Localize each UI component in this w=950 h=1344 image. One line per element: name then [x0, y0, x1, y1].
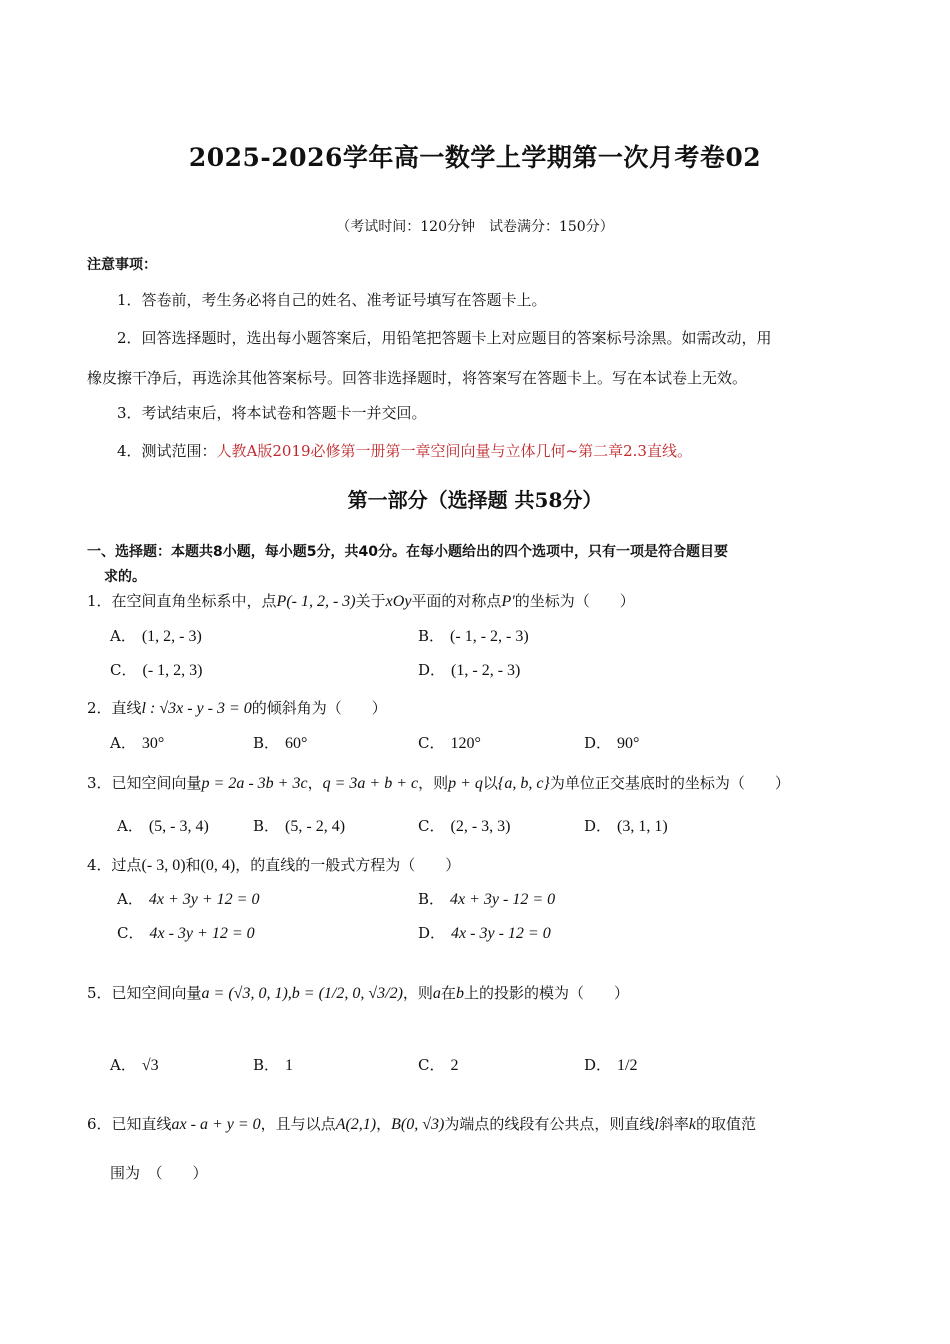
q4-option-c[interactable]: [117, 922, 255, 945]
q4-and: 和: [185, 856, 201, 874]
q4-c-value: 4x - 3y + 12 = 0: [149, 925, 255, 942]
q1-suffix: 的坐标为（ ）: [514, 592, 635, 610]
notice-item-2-line2: 橡皮擦干净后，再选涂其他答案标号。回答非选择题时，将答案写在答题卡上。写在本试卷上无效。: [87, 369, 748, 387]
q3-comma: ，: [307, 774, 323, 792]
q5-option-a[interactable]: [110, 1054, 159, 1077]
notice-item-1: 1．答卷前，考生务必将自己的姓名、准考证号填写在答题卡上。: [117, 291, 547, 309]
q1-c-label: C．: [110, 661, 137, 679]
q2-b-label: B．: [253, 734, 280, 752]
q1-b-label: B．: [418, 627, 445, 645]
q2-option-c[interactable]: [418, 732, 481, 755]
q1-point: P(- 1, 2, - 3): [276, 593, 356, 610]
q4-a-label: A．: [117, 890, 143, 908]
notice-heading: 注意事项：: [87, 257, 157, 273]
q3-c-value: (2, - 3, 3): [450, 818, 511, 835]
q1-plane: xOy: [385, 593, 412, 610]
notice-item-3: 3．考试结束后，将本试卷和答题卡一并交回。: [117, 404, 427, 422]
q4-suffix: ，的直线的一般式方程为（ ）: [235, 856, 461, 874]
page-title: 2025-2026学年高一数学上学期第一次月考卷02: [188, 143, 762, 172]
q4-d-label: D．: [418, 924, 446, 942]
q3-mid: ，则: [418, 774, 449, 792]
q1-mid2: 平面的对称点: [411, 592, 502, 610]
q6-mid: ，且与以点: [260, 1115, 336, 1133]
q2-prefix: 2．直线: [87, 699, 142, 717]
q6-point-a: A(2,1): [335, 1116, 377, 1133]
q3-a-label: A．: [117, 817, 143, 835]
q4-b-label: B．: [418, 890, 445, 908]
q5-mid: ，则: [402, 984, 433, 1002]
q5-vector-a: a = (√3, 0, 1),: [201, 985, 292, 1002]
q6-point-b: B(0, √3): [391, 1116, 445, 1133]
q2-a-label: A．: [110, 734, 136, 752]
q6-k: k: [688, 1116, 696, 1133]
q1-mid: 关于: [355, 592, 386, 610]
q5-c-label: C．: [418, 1056, 445, 1074]
q2-b-value: 60°: [285, 735, 308, 752]
q3-basis: {a, b, c}: [497, 775, 550, 792]
q5-vector-b: b = (1/2, 0, √3/2): [291, 985, 403, 1002]
q5-a: a: [432, 985, 441, 1002]
q3-prefix: 3．已知空间向量: [87, 774, 202, 792]
q5-option-b[interactable]: [253, 1054, 293, 1077]
q1-a-label: A．: [110, 627, 136, 645]
q5-b-label: B．: [253, 1056, 280, 1074]
q5-a-label: A．: [110, 1056, 136, 1074]
q5-option-d[interactable]: [584, 1054, 637, 1077]
q1-b-value: (- 1, - 2, - 3): [450, 628, 529, 645]
q5-b-value: 1: [285, 1057, 294, 1074]
q6-suffix: 的取值范: [695, 1115, 756, 1133]
q3-option-b[interactable]: [253, 815, 345, 838]
q3-a-value: (5, - 3, 4): [148, 818, 209, 835]
q2-option-d[interactable]: [584, 732, 639, 755]
q5-b: b: [455, 985, 464, 1002]
q3-suffix: 为单位正交基底时的坐标为（ ）: [549, 774, 790, 792]
q4-option-b[interactable]: [418, 888, 555, 911]
q3-d-label: D．: [584, 817, 612, 835]
q5-prefix: 5．已知空间向量: [87, 984, 202, 1002]
question-3: [87, 772, 790, 795]
q1-pprime: P′: [501, 593, 515, 610]
q2-c-label: C．: [418, 734, 445, 752]
q1-option-a[interactable]: [110, 625, 202, 648]
q3-b-label: B．: [253, 817, 280, 835]
q5-a-value: √3: [141, 1057, 159, 1074]
q3-option-a[interactable]: [117, 815, 209, 838]
test-range: 人教A版2019必修第一册第一章空间向量与立体几何~第二章2.3直线。: [216, 442, 692, 460]
q3-option-c[interactable]: [418, 815, 510, 838]
q4-d-value: 4x - 3y - 12 = 0: [451, 925, 551, 942]
part-heading-line2: 求的。: [104, 569, 146, 585]
q3-p: p = 2a - 3b + 3c: [201, 775, 308, 792]
q3-b-value: (5, - 2, 4): [285, 818, 346, 835]
q3-c-label: C．: [418, 817, 445, 835]
q2-d-label: D．: [584, 734, 612, 752]
q6-mid3: 斜率: [658, 1115, 689, 1133]
q4-point-2: (0, 4): [200, 857, 236, 874]
q6-l: l: [654, 1116, 659, 1133]
q4-prefix: 4．过点: [87, 856, 142, 874]
q6-prefix: 6．已知直线: [87, 1115, 172, 1133]
question-6: [87, 1113, 756, 1136]
q3-pq: p + q: [448, 775, 483, 792]
q1-d-label: D．: [418, 661, 446, 679]
q5-d-value: 1/2: [617, 1057, 638, 1074]
q1-d-value: (1, - 2, - 3): [451, 662, 521, 679]
q5-d-label: D．: [584, 1056, 612, 1074]
question-1: [87, 590, 635, 613]
q4-b-value: 4x + 3y - 12 = 0: [450, 891, 556, 908]
notice-item-4-prefix: 4．测试范围：: [117, 442, 217, 460]
q6-line: ax - a + y = 0: [171, 1116, 261, 1133]
q3-q: q = 3a + b + c: [322, 775, 419, 792]
q2-suffix: 的倾斜角为（ ）: [251, 699, 387, 717]
q4-option-d[interactable]: [418, 922, 551, 945]
q5-in: 在: [440, 984, 456, 1002]
q5-suffix: 上的投影的模为（ ）: [463, 984, 629, 1002]
q1-c-value: (- 1, 2, 3): [142, 662, 203, 679]
question-2: [87, 697, 387, 720]
q1-option-d[interactable]: [418, 659, 520, 682]
part-heading-line1: 一、选择题：本题共8小题，每小题5分，共40分。在每小题给出的四个选项中，只有一项是符合题目要: [87, 544, 728, 560]
q4-point-1: (- 3, 0): [141, 857, 186, 874]
q5-c-value: 2: [450, 1057, 459, 1074]
question-4: [87, 854, 460, 877]
q1-option-b[interactable]: [418, 625, 529, 648]
q3-mid2: 以: [482, 774, 498, 792]
q3-option-d[interactable]: [584, 815, 668, 838]
q2-line: l : √3x - y - 3 = 0: [141, 700, 252, 717]
q2-option-a[interactable]: [110, 732, 164, 755]
q4-a-value: 4x + 3y + 12 = 0: [148, 891, 260, 908]
section-title: 第一部分（选择题 共58分）: [347, 488, 603, 512]
question-6-line2: 围为 （ ）: [110, 1164, 208, 1182]
q3-d-value: (3, 1, 1): [617, 818, 668, 835]
q2-a-value: 30°: [141, 735, 165, 752]
question-5: [87, 982, 629, 1005]
q1-a-value: (1, 2, - 3): [141, 628, 202, 645]
notice-item-4: [117, 440, 692, 462]
q2-c-value: 120°: [450, 735, 481, 752]
q4-c-label: C．: [117, 924, 144, 942]
exam-info: （考试时间：120分钟 试卷满分：150分）: [336, 219, 614, 235]
q5-option-c[interactable]: [418, 1054, 458, 1077]
q1-option-c[interactable]: [110, 659, 202, 682]
q1-prefix: 1．在空间直角坐标系中，点: [87, 592, 277, 610]
notice-item-2-line1: 2．回答选择题时，选出每小题答案后，用铅笔把答题卡上对应题目的答案标号涂黑。如需改动，用: [117, 329, 772, 347]
q4-option-a[interactable]: [117, 888, 259, 911]
q6-mid2: 为端点的线段有公共点，则直线: [444, 1115, 655, 1133]
q6-comma: ，: [376, 1115, 392, 1133]
q2-option-b[interactable]: [253, 732, 307, 755]
q2-d-value: 90°: [617, 735, 640, 752]
